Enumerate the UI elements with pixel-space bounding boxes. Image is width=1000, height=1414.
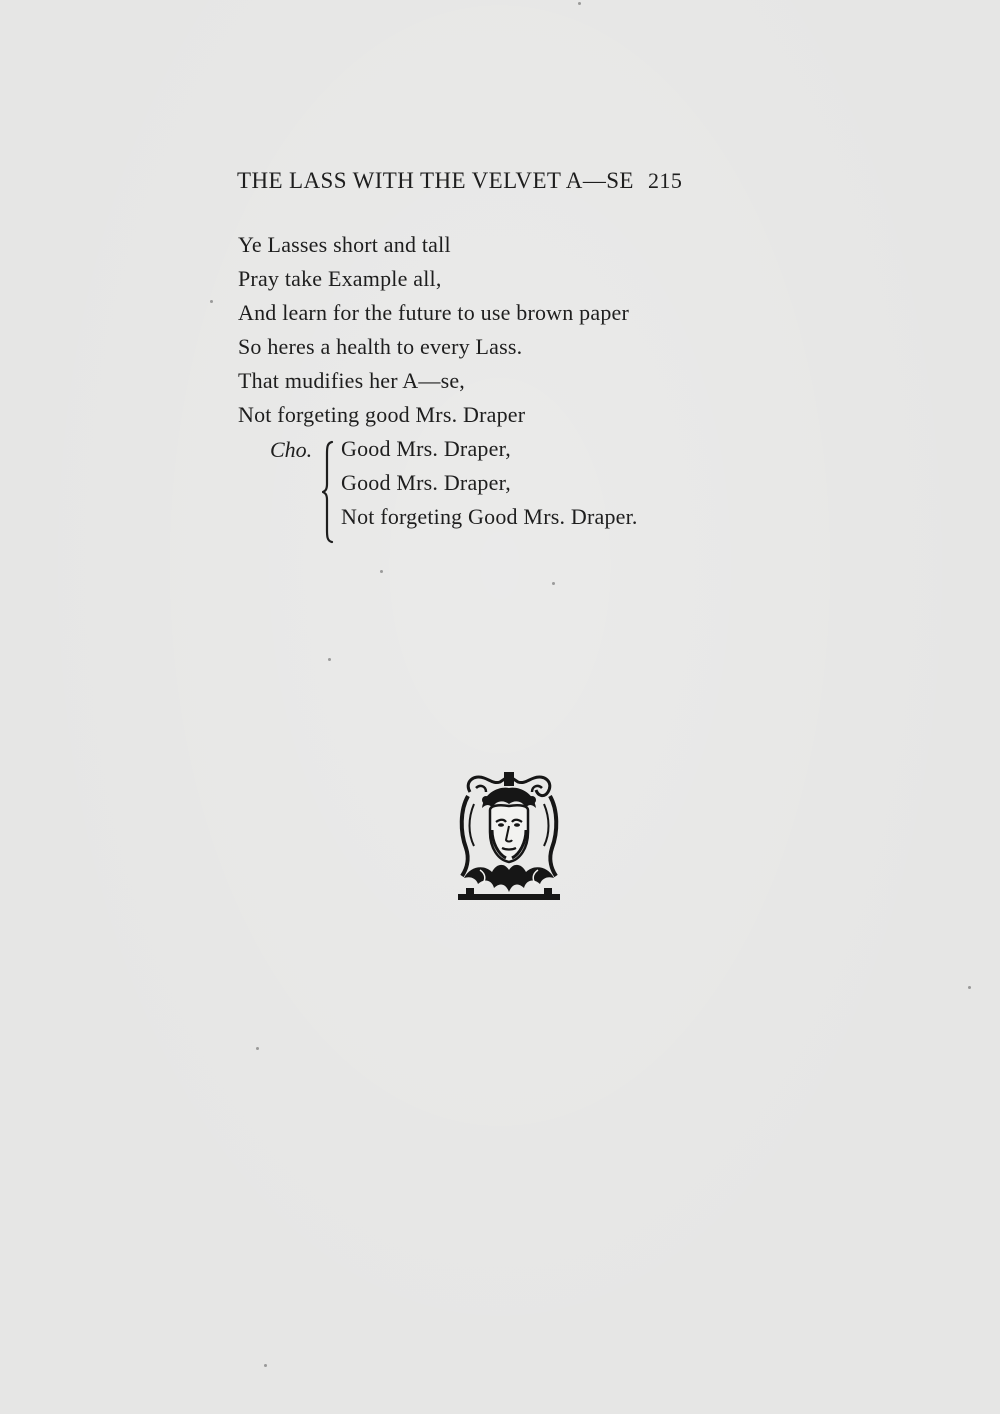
paper-speck bbox=[328, 658, 331, 661]
paper-speck bbox=[968, 986, 971, 989]
paper-speck bbox=[578, 2, 581, 5]
paper-speck bbox=[380, 570, 383, 573]
poem-stanza bbox=[238, 228, 858, 432]
poem-line: Pray take Example all, bbox=[238, 266, 442, 291]
poem-line: Not forgeting good Mrs. Draper bbox=[238, 402, 526, 427]
poem-line: That mudifies her A—se, bbox=[238, 368, 465, 393]
grotesque-mask-ornament-icon bbox=[456, 770, 562, 906]
chorus-line: Good Mrs. Draper, bbox=[341, 436, 511, 461]
chorus-line: Good Mrs. Draper, bbox=[341, 470, 511, 495]
paper-speck bbox=[264, 1364, 267, 1367]
paper-speck bbox=[552, 582, 555, 585]
chorus-block bbox=[238, 432, 858, 544]
poem-line: And learn for the future to use brown paper bbox=[238, 300, 630, 325]
paper-speck bbox=[256, 1047, 259, 1050]
page-number: 215 bbox=[648, 168, 683, 193]
running-title: THE LASS WITH THE VELVET A—SE bbox=[237, 168, 634, 193]
chorus-label: Cho. bbox=[270, 437, 313, 462]
poem-line: Ye Lasses short and tall bbox=[238, 232, 451, 257]
chorus-lines bbox=[341, 432, 638, 534]
poem-line: So heres a health to every Lass. bbox=[238, 334, 523, 359]
brace-icon bbox=[322, 440, 336, 544]
paper-speck bbox=[210, 300, 213, 303]
chorus-line: Not forgeting Good Mrs. Draper. bbox=[341, 504, 638, 529]
running-head bbox=[237, 168, 797, 194]
